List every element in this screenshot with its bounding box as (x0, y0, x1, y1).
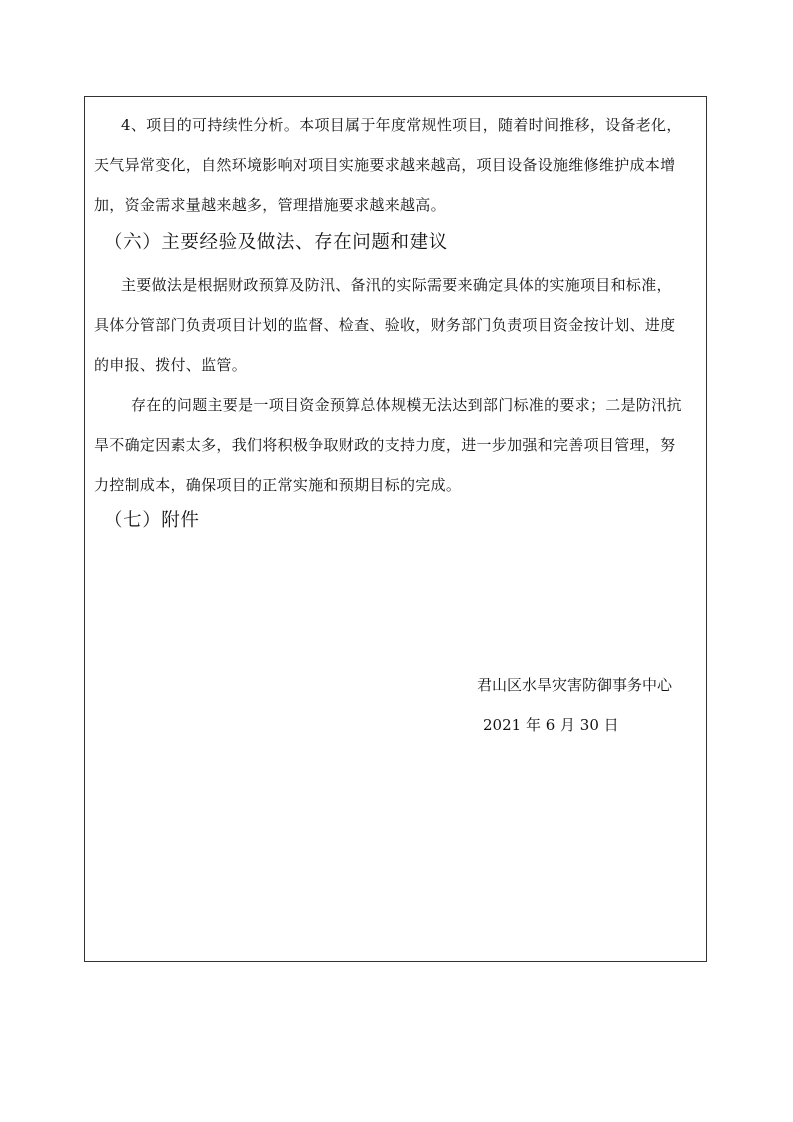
sustainability-line-3: 加，资金需求量越来越多，管理措施要求越来越高。 (94, 196, 446, 214)
section-six-heading: （六）主要经验及做法、存在问题和建议 (104, 232, 448, 253)
section-seven-heading: （七）附件 (104, 510, 200, 531)
sustainability-line-2: 天气异常变化，自然环境影响对项目实施要求越来越高，项目设备设施维修维护成本增 (94, 156, 676, 174)
problem-line-3: 力控制成本，确保项目的正常实施和预期目标的完成。 (94, 476, 462, 494)
sustainability-line-1: 4、项目的可持续性分析。本项目属于年度常规性项目，随着时间推移，设备老化， (121, 116, 682, 134)
problem-line-1: 存在的问题主要是一项目资金预算总体规模无法达到部门标准的要求；二是防汛抗 (131, 396, 682, 414)
problem-line-2: 旱不确定因素太多，我们将积极争取财政的支持力度，进一步加强和完善项目管理，努 (94, 436, 676, 454)
signature-date: 2021 年 6 月 30 日 (483, 716, 619, 734)
practice-line-3: 的申报、拨付、监管。 (94, 356, 248, 374)
signature-organization: 君山区水旱灾害防御事务中心 (477, 676, 673, 694)
practice-line-1: 主要做法是根据财政预算及防汛、备汛的实际需要来确定具体的实施项目和标准， (121, 276, 672, 294)
practice-line-2: 具体分管部门负责项目计划的监督、检查、验收，财务部门负责项目资金按计划、进度 (94, 316, 676, 334)
report-table-cell (84, 96, 707, 962)
